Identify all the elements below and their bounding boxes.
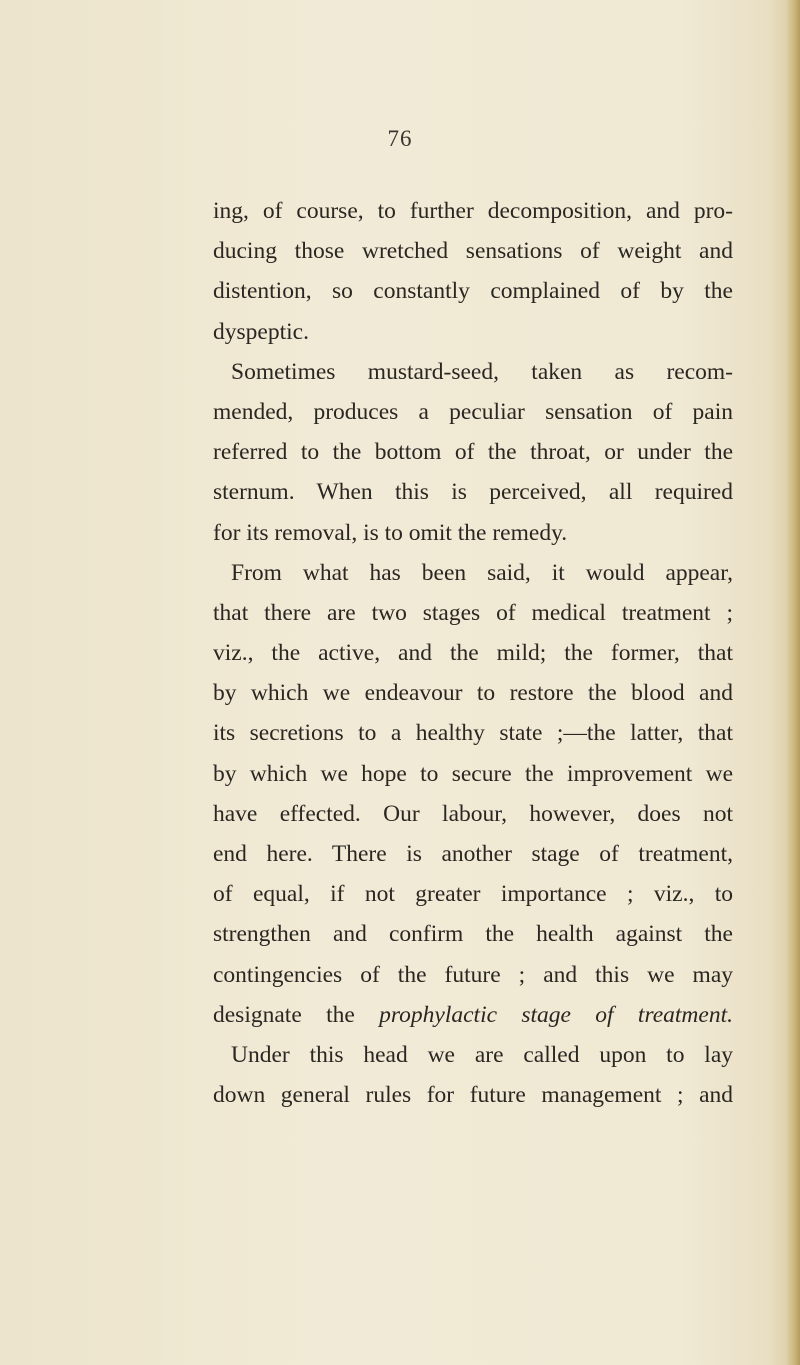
text-line: by which we hope to secure the improvement we [213,760,733,787]
text-line: referred to the bottom of the throat, or under the [213,439,733,466]
text-line: contingencies of the future ; and this we may [213,961,733,988]
text-line: viz., the active, and the mild; the former, that [213,640,733,667]
text-line: of equal, if not greater importance ; viz., to [213,881,733,908]
designate-prefix: designate the [213,1001,380,1028]
text-line: end here. There is another stage of treatment, [213,841,733,867]
text-line: dyspeptic. [213,318,309,345]
text-line: ing, of course, to further decomposition, and pro- [213,198,733,224]
text-line: Under this head we are called upon to lay [231,1041,733,1068]
text-line: strengthen and confirm the health against the [213,921,733,948]
text-line: its secretions to a healthy state ;—the latter, that [213,720,733,747]
text-line-designate [213,995,733,1035]
text-line: From what has been said, it would appear, [231,559,733,586]
text-line: ducing those wretched sensations of weight and [213,238,733,265]
text-line: by which we endeavour to restore the blood and [213,680,733,707]
italic-phrase: prophylactic stage of treatment. [379,1001,733,1028]
text-line: sternum. When this is perceived, all required [213,479,733,506]
text-line: that there are two stages of medical treatment ; [213,599,733,626]
text-line: down general rules for future management ; and [213,1082,733,1109]
body-text [213,191,733,1115]
text-line: Sometimes mustard-seed, taken as recom- [231,358,733,385]
page-number: 76 [387,126,413,151]
text-line: mended, produces a peculiar sensation of pain [213,398,733,425]
text-line: distention, so constantly complained of by the [213,278,733,305]
text-line: for its removal, is to omit the remedy. [213,519,568,546]
page-edge-shadow [786,0,800,1365]
text-line: have effected. Our labour, however, does not [213,800,733,827]
